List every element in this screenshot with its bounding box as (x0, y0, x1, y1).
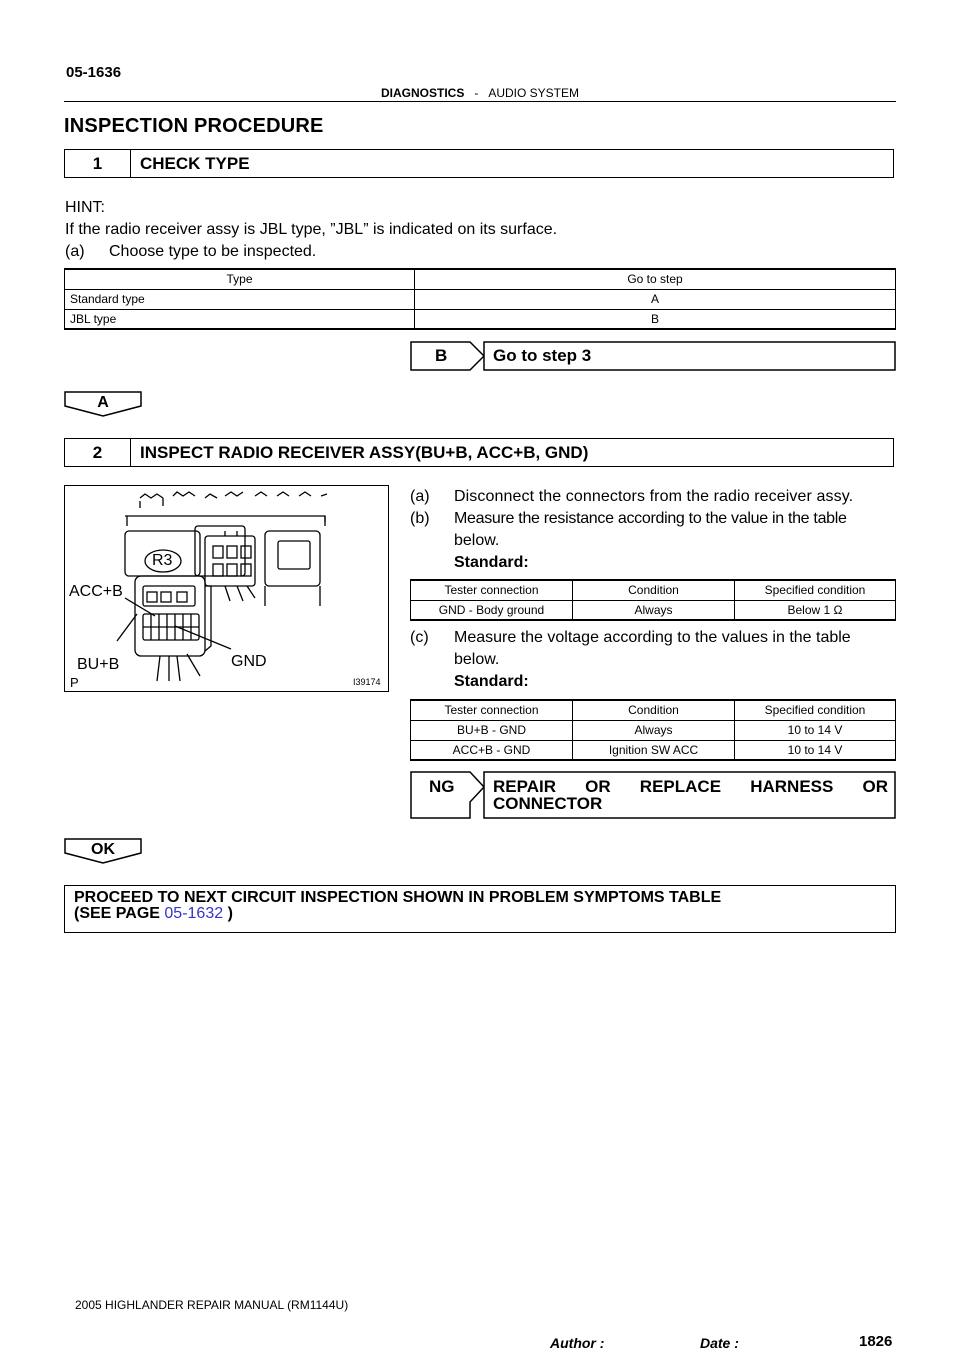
footer-manual: 2005 HIGHLANDER REPAIR MANUAL (RM1144U) (75, 1298, 349, 1312)
page-number: 05-1636 (66, 64, 122, 81)
step2-b-standard: Standard: (454, 554, 529, 571)
step2-c-marker: (c) (410, 629, 429, 646)
table-cell: GND - Body ground (411, 600, 573, 620)
type-table-header: Type (65, 269, 415, 289)
voltage-table-header: Tester connection (411, 700, 573, 720)
connector-figure (64, 485, 389, 692)
header-section: DIAGNOSTICS (380, 86, 465, 100)
resistance-table-header: Tester connection (411, 580, 573, 600)
step2-box (64, 438, 894, 467)
table-row (411, 600, 896, 620)
branch-b-label: B (435, 346, 448, 365)
main-heading: INSPECTION PROCEDURE (64, 115, 324, 137)
final-line2 (74, 906, 895, 922)
step2-b-text: Measure the resistance according to the value in the table (454, 510, 847, 527)
voltage-table-header: Condition (573, 700, 735, 720)
see-page-link[interactable]: 05-1632 (164, 905, 224, 922)
table-cell: Always (573, 600, 735, 620)
label-acc-b: ACC+B (69, 583, 123, 600)
label-gnd: GND (231, 653, 267, 670)
final-line2-prefix: (SEE PAGE (74, 905, 160, 922)
step1-box (64, 149, 894, 178)
final-line1: PROCEED TO NEXT CIRCUIT INSPECTION SHOWN IN PROBLEM SYMPTOMS TABLE (74, 889, 722, 906)
step2-title: INSPECT RADIO RECEIVER ASSY(BU+B, ACC+B, GND) (140, 442, 589, 462)
result-tab-ok (64, 838, 142, 864)
table-cell: ACC+B - GND (411, 740, 573, 760)
header-subsection: AUDIO SYSTEM (488, 86, 580, 100)
table-cell: Standard type (65, 289, 415, 309)
final-procedure-box (64, 885, 896, 933)
step1-title: CHECK TYPE (140, 153, 250, 173)
type-table (64, 268, 896, 330)
branch-ng-line2: CONNECTOR (493, 794, 603, 813)
branch-b-text: Go to step 3 (493, 346, 592, 365)
voltage-table (410, 699, 896, 761)
table-cell: Below 1 Ω (735, 600, 896, 620)
table-cell: JBL type (65, 309, 415, 329)
step1-instruction-marker: (a) (65, 243, 85, 260)
header-title (0, 86, 960, 100)
date-label: Date : (700, 1335, 739, 1351)
resistance-table (410, 579, 896, 621)
connector-label-r3: R3 (152, 552, 173, 569)
branch-ng-label: NG (429, 777, 455, 796)
step2-b-marker: (b) (410, 510, 430, 527)
step1-instruction: Choose type to be inspected. (109, 243, 317, 260)
step2-number: 2 (65, 439, 131, 466)
final-line2-suffix: ) (227, 905, 233, 922)
table-row (65, 309, 896, 329)
table-row (65, 289, 896, 309)
step2-b-cont: below. (454, 532, 500, 549)
step1-number: 1 (65, 150, 131, 177)
branch-b-arrow (410, 341, 896, 371)
branch-ng-line1: REPAIR OR REPLACE HARNESS OR (493, 777, 888, 796)
type-table-header: Go to step (415, 269, 896, 289)
table-cell: A (415, 289, 896, 309)
result-tab-a (64, 391, 142, 417)
figure-corner-code: P (70, 675, 79, 690)
author-label: Author : (550, 1335, 605, 1351)
result-tab-ok-label: OK (91, 841, 115, 858)
table-cell: BU+B - GND (411, 720, 573, 740)
result-tab-a-label: A (97, 394, 109, 411)
step2-c-standard: Standard: (454, 673, 529, 690)
resistance-table-header: Condition (573, 580, 735, 600)
step2-c-text: Measure the voltage according to the values in the table (454, 629, 851, 646)
page-total: 1826 (859, 1333, 893, 1350)
step2-a-marker: (a) (410, 488, 430, 505)
voltage-table-header: Specified condition (735, 700, 896, 720)
table-cell: Always (573, 720, 735, 740)
table-row (411, 720, 896, 740)
step2-a-text: Disconnect the connectors from the radio receiver assy. (454, 488, 854, 505)
branch-b (410, 341, 896, 371)
resistance-table-header: Specified condition (735, 580, 896, 600)
table-cell: B (415, 309, 896, 329)
header-separator: - (474, 86, 479, 100)
step2-c-cont: below. (454, 651, 500, 668)
label-bu-b: BU+B (77, 656, 120, 673)
hint-text: If the radio receiver assy is JBL type, ”JBL” is indicated on its surface. (65, 221, 558, 238)
table-cell: Ignition SW ACC (573, 740, 735, 760)
figure-image-id: I39174 (353, 677, 381, 687)
table-row (411, 740, 896, 760)
header-rule (64, 101, 896, 102)
table-cell: 10 to 14 V (735, 740, 896, 760)
table-cell: 10 to 14 V (735, 720, 896, 740)
hint-label: HINT: (65, 199, 105, 216)
branch-ng (410, 771, 896, 819)
